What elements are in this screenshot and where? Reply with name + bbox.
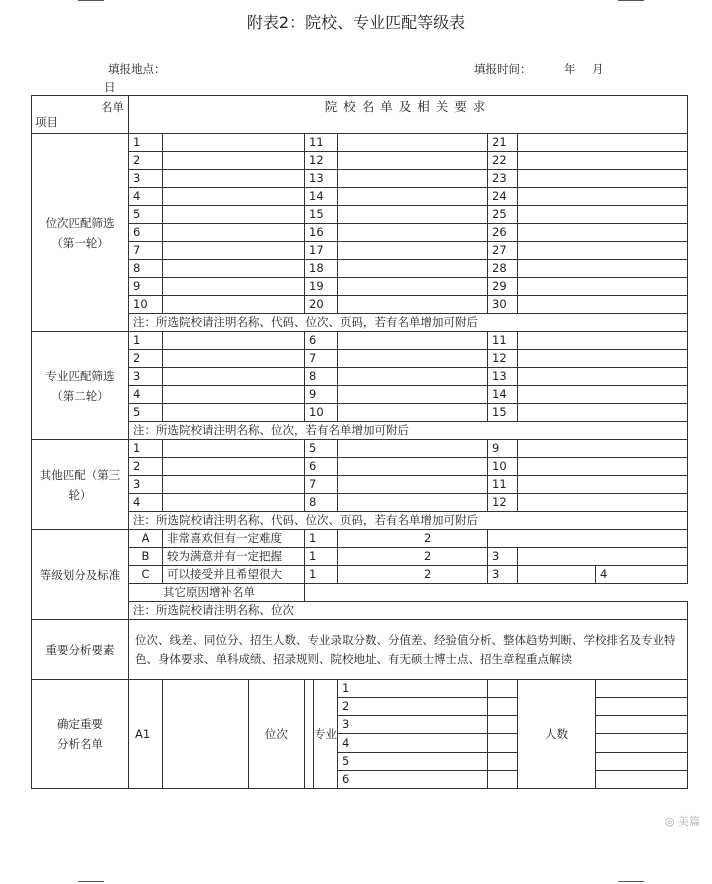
- supplement-label: 其它原因增补名单: [129, 584, 305, 602]
- round1-entry[interactable]: [163, 278, 305, 296]
- round3-entry[interactable]: [518, 476, 688, 494]
- round1-num: 2: [129, 152, 163, 170]
- corner-cell: [32, 96, 129, 134]
- round1-num: 17: [305, 242, 338, 260]
- round1-num: 10: [129, 296, 163, 314]
- confirm-major: 专业: [314, 726, 337, 741]
- round2-entry[interactable]: [518, 404, 688, 422]
- round1-num: 11: [305, 134, 338, 152]
- round1-entry[interactable]: [338, 242, 488, 260]
- table-row: [32, 404, 688, 422]
- grade-desc: 可以接受并且希望很大: [163, 566, 305, 584]
- table-row: [32, 260, 688, 278]
- table-row: [32, 566, 688, 584]
- round1-num: 26: [488, 224, 518, 242]
- round1-entry[interactable]: [338, 152, 488, 170]
- table-row: [32, 314, 688, 332]
- time-label: 填报时间：: [474, 62, 532, 76]
- round3-label: 其他匹配（第三轮）: [32, 440, 129, 530]
- round2-num: 9: [305, 386, 338, 404]
- table-row: [32, 134, 688, 152]
- round1-num: 3: [129, 170, 163, 188]
- round3-entry[interactable]: [163, 476, 305, 494]
- table-row: [32, 602, 688, 620]
- confirm-a1: A1: [129, 680, 163, 789]
- round3-num: 5: [305, 440, 338, 458]
- table-row: [32, 278, 688, 296]
- confirm-rank-space[interactable]: [305, 680, 314, 788]
- round3-entry[interactable]: [518, 440, 688, 458]
- confirm-num: 1: [338, 680, 488, 698]
- grade-num: 4: [596, 566, 688, 584]
- round1-num: 15: [305, 206, 338, 224]
- round1-entry[interactable]: [518, 152, 688, 170]
- grade-entry[interactable]: [518, 548, 688, 566]
- round1-entry[interactable]: [163, 296, 305, 314]
- table-row: [32, 548, 688, 566]
- grade-num: 2: [338, 566, 488, 584]
- confirm-entry[interactable]: [488, 716, 518, 734]
- round1-entry[interactable]: [518, 224, 688, 242]
- table-row: [32, 224, 688, 242]
- table-row: [32, 530, 688, 548]
- round1-entry[interactable]: [518, 188, 688, 206]
- confirm-num: 4: [338, 734, 488, 752]
- month-label: 月: [592, 62, 604, 76]
- table-row: [32, 620, 688, 680]
- round1-num: 22: [488, 152, 518, 170]
- grade-desc: 较为满意并有一定把握: [163, 548, 305, 566]
- round3-note: 注：所选院校请注明名称、代码、位次、页码，若有名单增加可附后: [129, 512, 688, 530]
- round1-entry[interactable]: [163, 134, 305, 152]
- grade-entry[interactable]: 2: [338, 530, 488, 548]
- table-row: [32, 476, 688, 494]
- round2-entry[interactable]: [163, 404, 305, 422]
- round1-label: 位次匹配筛选（第一轮）: [32, 134, 129, 332]
- round1-num: 24: [488, 188, 518, 206]
- grade-letter: C: [129, 566, 163, 584]
- round3-num: 6: [305, 458, 338, 476]
- round2-entry[interactable]: [163, 350, 305, 368]
- round3-entry[interactable]: [338, 458, 488, 476]
- round2-num: 8: [305, 368, 338, 386]
- round1-num: 13: [305, 170, 338, 188]
- round2-num: 5: [129, 404, 163, 422]
- round2-entry[interactable]: [338, 404, 488, 422]
- confirm-split: [305, 680, 337, 788]
- corner-bottom-label: 项目: [35, 114, 58, 129]
- confirm-entry[interactable]: [488, 770, 518, 788]
- round1-num: 16: [305, 224, 338, 242]
- round1-num: 27: [488, 242, 518, 260]
- round3-num: 7: [305, 476, 338, 494]
- round1-entry[interactable]: [518, 206, 688, 224]
- confirm-num: 2: [338, 698, 488, 716]
- confirm-entry[interactable]: [488, 752, 518, 770]
- confirm-rank: 位次: [264, 726, 288, 741]
- round3-entry[interactable]: [163, 494, 305, 512]
- confirm-count-entry[interactable]: [596, 716, 688, 734]
- round1-num: 12: [305, 152, 338, 170]
- round3-entry[interactable]: [518, 494, 688, 512]
- round1-num: 28: [488, 260, 518, 278]
- round1-entry[interactable]: [518, 242, 688, 260]
- matching-table: [31, 95, 688, 789]
- confirm-num: 6: [338, 770, 488, 788]
- table-row: [32, 242, 688, 260]
- round2-num: 6: [305, 332, 338, 350]
- round1-entry[interactable]: [163, 260, 305, 278]
- page-title: 附表2：院校、专业匹配等级表: [246, 13, 466, 32]
- grade-num: 1: [305, 566, 338, 584]
- grade-desc: 非常喜欢但有一定难度: [163, 530, 305, 548]
- round2-entry[interactable]: [163, 368, 305, 386]
- round2-entry[interactable]: [518, 368, 688, 386]
- confirm-entry[interactable]: [488, 734, 518, 752]
- round3-num: 10: [488, 458, 518, 476]
- round2-num: 1: [129, 332, 163, 350]
- table-row: [32, 188, 688, 206]
- round3-entry[interactable]: [338, 494, 488, 512]
- round1-num: 14: [305, 188, 338, 206]
- round1-num: 9: [129, 278, 163, 296]
- round2-entry[interactable]: [338, 332, 488, 350]
- round1-entry[interactable]: [518, 134, 688, 152]
- round3-num: 11: [488, 476, 518, 494]
- watermark: ◎ 美篇: [664, 815, 700, 828]
- round2-entry[interactable]: [338, 350, 488, 368]
- round1-num: 18: [305, 260, 338, 278]
- table-row: [32, 170, 688, 188]
- round3-num: 9: [488, 440, 518, 458]
- round2-num: 2: [129, 350, 163, 368]
- round1-entry[interactable]: [338, 278, 488, 296]
- round1-entry[interactable]: [163, 224, 305, 242]
- round1-entry[interactable]: [518, 170, 688, 188]
- table-body: [32, 96, 688, 789]
- table-row: [32, 422, 688, 440]
- round2-num: 4: [129, 386, 163, 404]
- round2-entry[interactable]: [518, 350, 688, 368]
- round1-num: 7: [129, 242, 163, 260]
- round1-entry[interactable]: [163, 152, 305, 170]
- confirm-split: [163, 680, 304, 788]
- grade-num: 3: [488, 548, 518, 566]
- round2-num: 12: [488, 350, 518, 368]
- round1-entry[interactable]: [163, 188, 305, 206]
- confirm-count: 人数: [518, 680, 596, 789]
- round1-entry[interactable]: [518, 296, 688, 314]
- round1-num: 8: [129, 260, 163, 278]
- table-header: 院校名单及相关要求: [129, 96, 688, 134]
- round3-num: 1: [129, 440, 163, 458]
- year-label: 年: [564, 62, 576, 76]
- round1-entry[interactable]: [338, 296, 488, 314]
- confirm-a1-space[interactable]: [163, 680, 249, 788]
- supplement-entry[interactable]: [305, 584, 688, 602]
- table-row: [32, 440, 688, 458]
- round2-num: 11: [488, 332, 518, 350]
- confirm-count-entry[interactable]: [596, 770, 688, 788]
- round2-num: 3: [129, 368, 163, 386]
- table-row: [32, 332, 688, 350]
- table-row: [32, 680, 688, 698]
- round1-num: 4: [129, 188, 163, 206]
- table-row: [32, 494, 688, 512]
- round3-entry[interactable]: [338, 476, 488, 494]
- round1-entry[interactable]: [518, 260, 688, 278]
- round1-num: 19: [305, 278, 338, 296]
- table-row: [32, 350, 688, 368]
- round2-num: 10: [305, 404, 338, 422]
- table-row: [32, 206, 688, 224]
- analysis-text: 位次、线差、同位分、招生人数、专业录取分数、分值差、经验值分析、整体趋势判断、学校排名及专业特色、身体要求、单科成绩、招录规则、院校地址、有无硕士博士点、招生章程重点解读: [129, 620, 688, 680]
- table-row: [32, 152, 688, 170]
- round1-num: 25: [488, 206, 518, 224]
- round2-num: 13: [488, 368, 518, 386]
- round1-num: 23: [488, 170, 518, 188]
- round1-entry[interactable]: [518, 278, 688, 296]
- day-label: 日: [104, 80, 116, 94]
- grade-num: 1: [305, 548, 338, 566]
- confirm-a1-entry[interactable]: [163, 680, 305, 789]
- round1-entry[interactable]: [338, 260, 488, 278]
- round2-entry[interactable]: [518, 332, 688, 350]
- table-row: [32, 512, 688, 530]
- round1-num: 29: [488, 278, 518, 296]
- analysis-label: 重要分析要素: [32, 620, 129, 680]
- round2-entry[interactable]: [163, 332, 305, 350]
- grade-num: 3: [488, 566, 518, 584]
- location-label: 填报地点：: [108, 62, 166, 76]
- round2-entry[interactable]: [338, 386, 488, 404]
- confirm-label: 确定重要分析名单: [32, 680, 129, 789]
- confirm-num: 3: [338, 716, 488, 734]
- round3-entry[interactable]: [518, 458, 688, 476]
- round1-num: 20: [305, 296, 338, 314]
- round3-entry[interactable]: [163, 440, 305, 458]
- table-row: [32, 386, 688, 404]
- table-row: [32, 584, 688, 602]
- round2-note: 注：所选院校请注明名称、位次，若有名单增加可附后: [129, 422, 688, 440]
- round1-num: 30: [488, 296, 518, 314]
- round3-num: 4: [129, 494, 163, 512]
- confirm-entry[interactable]: [488, 698, 518, 716]
- round1-num: 5: [129, 206, 163, 224]
- round3-entry[interactable]: [163, 458, 305, 476]
- grade-num: 2: [338, 548, 488, 566]
- table-row: [32, 368, 688, 386]
- corner-top-label: 名单: [101, 99, 124, 114]
- grade-entry[interactable]: [488, 530, 688, 548]
- grade-letter: B: [129, 548, 163, 566]
- round1-note: 注：所选院校请注明名称、代码、位次、页码，若有名单增加可附后: [129, 314, 688, 332]
- round3-entry[interactable]: [338, 440, 488, 458]
- grade-letter: A: [129, 530, 163, 548]
- round2-entry[interactable]: [518, 386, 688, 404]
- confirm-count-entry[interactable]: [596, 698, 688, 716]
- grading-note: 注：所选院校请注明名称、位次: [129, 602, 688, 620]
- grading-label: 等级划分及标准: [32, 530, 129, 620]
- round1-num: 1: [129, 134, 163, 152]
- round2-num: 15: [488, 404, 518, 422]
- round3-num: 8: [305, 494, 338, 512]
- table-row: [32, 458, 688, 476]
- round3-num: 3: [129, 476, 163, 494]
- grade-entry[interactable]: [518, 566, 596, 584]
- round2-entry[interactable]: [163, 386, 305, 404]
- round1-entry[interactable]: [163, 170, 305, 188]
- round1-num: 6: [129, 224, 163, 242]
- round1-num: 21: [488, 134, 518, 152]
- round2-entry[interactable]: [338, 368, 488, 386]
- confirm-num: 5: [338, 752, 488, 770]
- confirm-count-entry[interactable]: [596, 734, 688, 752]
- round3-num: 2: [129, 458, 163, 476]
- round1-entry[interactable]: [338, 170, 488, 188]
- round1-entry[interactable]: [163, 206, 305, 224]
- round2-num: 7: [305, 350, 338, 368]
- round3-num: 12: [488, 494, 518, 512]
- round1-entry[interactable]: [163, 242, 305, 260]
- table-row: [32, 296, 688, 314]
- round1-entry[interactable]: [338, 224, 488, 242]
- confirm-count-entry[interactable]: [596, 680, 688, 698]
- confirm-rank-entry[interactable]: [305, 680, 338, 789]
- grade-num: 1: [305, 530, 338, 548]
- round2-num: 14: [488, 386, 518, 404]
- round2-label: 专业匹配筛选（第二轮）: [32, 332, 129, 440]
- round1-entry[interactable]: [338, 206, 488, 224]
- round1-entry[interactable]: [338, 134, 488, 152]
- confirm-count-entry[interactable]: [596, 752, 688, 770]
- round1-entry[interactable]: [338, 188, 488, 206]
- confirm-entry[interactable]: [488, 680, 518, 698]
